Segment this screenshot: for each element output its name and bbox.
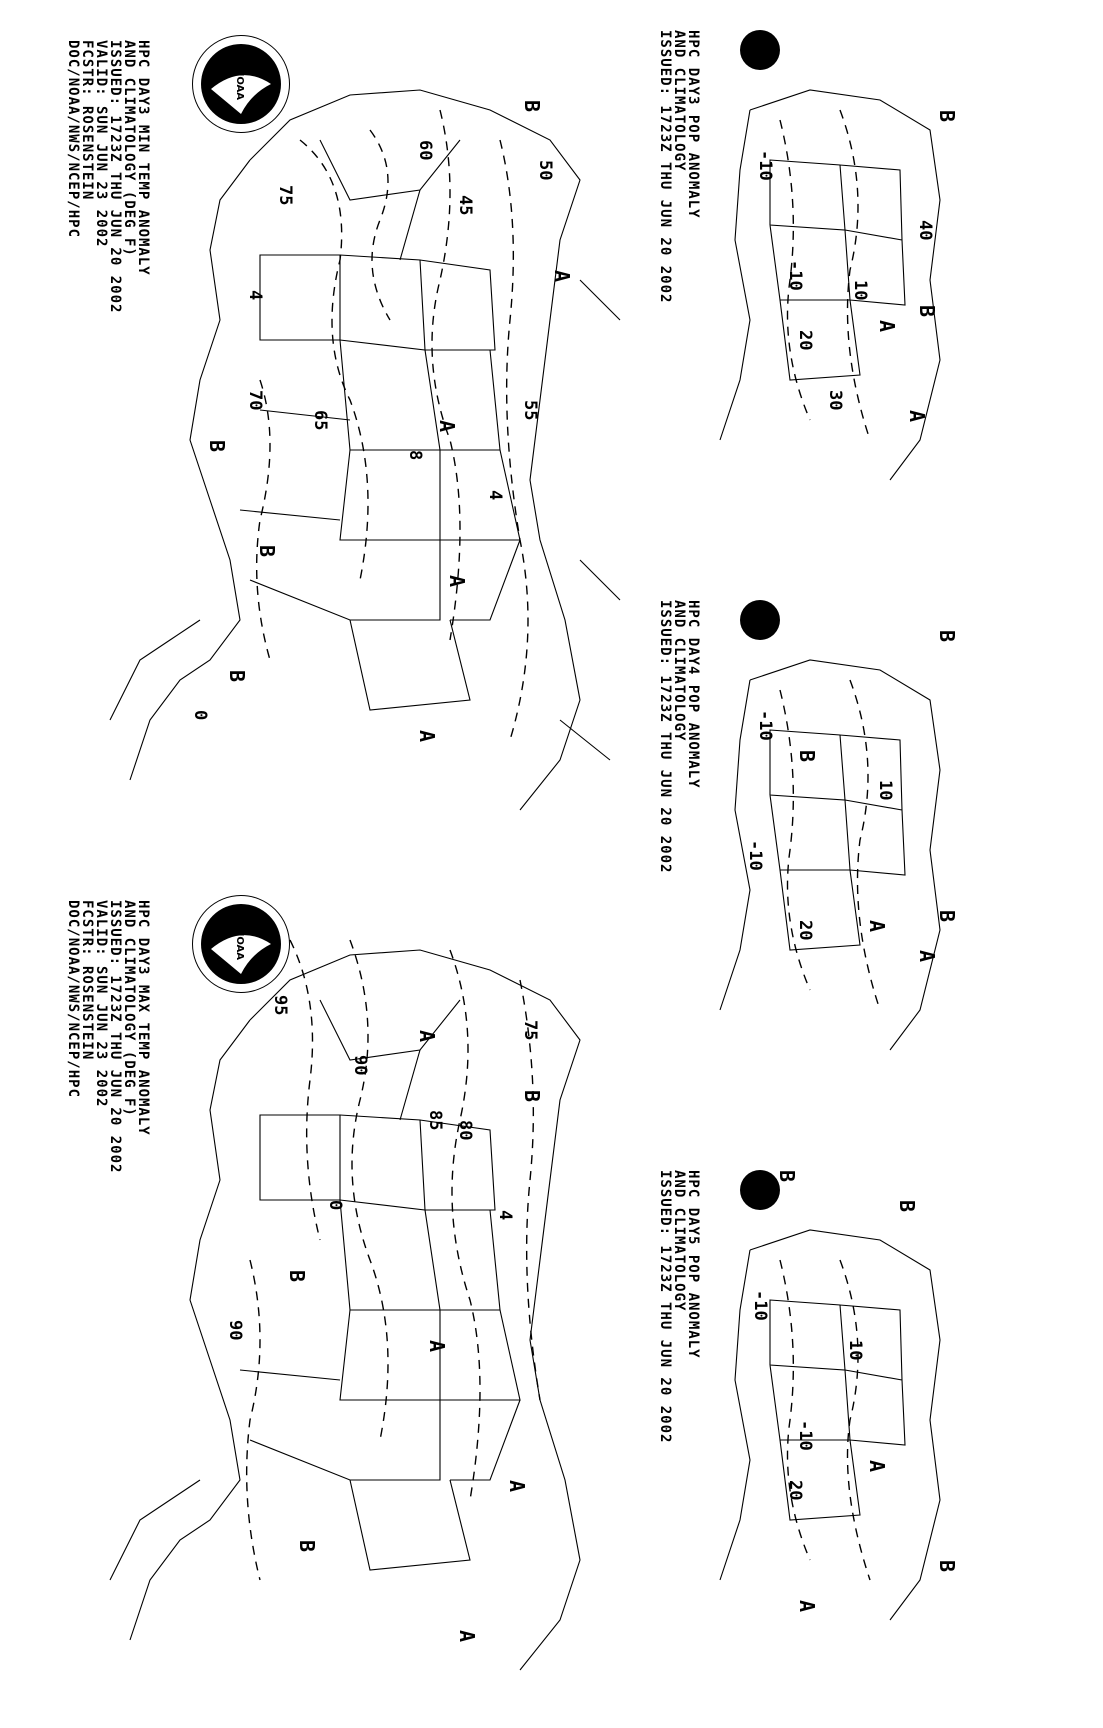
- high-marker: A: [875, 320, 899, 333]
- contour-label: 95: [270, 995, 290, 1016]
- day3-pop-subtitle: AND CLIMATOLOGY: [671, 30, 687, 172]
- contour-label: 8: [405, 450, 425, 461]
- min-temp-panel: [20, 20, 630, 860]
- high-marker: A: [795, 1600, 819, 1613]
- noaa-logo-text: NOAA: [234, 67, 245, 101]
- contour-label: 10: [875, 780, 895, 801]
- day5-pop-subtitle: AND CLIMATOLOGY: [671, 1170, 687, 1312]
- contour-label: 70: [245, 390, 265, 411]
- noaa-logo-text: NOAA: [234, 927, 245, 961]
- low-marker: B: [935, 630, 959, 643]
- max-temp-panel: [20, 880, 630, 1720]
- contour-label: 0: [325, 1200, 345, 1211]
- high-marker: A: [550, 270, 574, 283]
- low-marker: B: [795, 750, 819, 763]
- max-temp-title: HPC DAY3 MAX TEMP ANOMALY: [135, 900, 151, 1136]
- contour-label: -10: [785, 260, 805, 291]
- min-temp-doc: DOC/NOAA/NWS/NCEP/HPC: [65, 40, 81, 239]
- high-marker: A: [415, 730, 439, 743]
- contour-label: 80: [455, 1120, 475, 1141]
- high-marker: A: [445, 575, 469, 588]
- day3-pop-issued: ISSUED: 1723Z THU JUN 20 2002: [657, 30, 673, 304]
- contour-label: 75: [520, 1020, 540, 1041]
- day5-pop-title: HPC DAY5 POP ANOMALY: [685, 1170, 701, 1359]
- high-marker: A: [415, 1030, 439, 1043]
- contour-label: 20: [785, 1480, 805, 1501]
- contour-label: 40: [915, 220, 935, 241]
- high-marker: A: [865, 1460, 889, 1473]
- contour-label: 30: [825, 390, 845, 411]
- low-marker: B: [935, 110, 959, 123]
- high-marker: A: [425, 1340, 449, 1353]
- contour-label: 45: [455, 195, 475, 216]
- high-marker: A: [435, 420, 459, 433]
- high-marker: A: [505, 1480, 529, 1493]
- min-temp-valid: VALID: SUN JUN 23 2002: [93, 40, 109, 248]
- min-temp-issued: ISSUED: 1723Z THU JUN 20 2002: [107, 40, 123, 314]
- contour-label: 20: [795, 920, 815, 941]
- contour-label: 4: [485, 490, 505, 501]
- contour-label: 10: [845, 1340, 865, 1361]
- contour-label: -10: [750, 1290, 770, 1321]
- contour-label: -10: [755, 150, 775, 181]
- low-marker: B: [915, 305, 939, 318]
- high-marker: A: [865, 920, 889, 933]
- contour-label: 0: [190, 710, 210, 721]
- low-marker: B: [895, 1200, 919, 1213]
- max-temp-forecaster: FCSTR: ROSENSTEIN: [79, 900, 95, 1061]
- low-marker: B: [520, 1090, 544, 1103]
- day4-pop-issued: ISSUED: 1723Z THU JUN 20 2002: [657, 600, 673, 874]
- contour-label: -10: [745, 840, 765, 871]
- max-temp-doc: DOC/NOAA/NWS/NCEP/HPC: [65, 900, 81, 1099]
- contour-label: 60: [415, 140, 435, 161]
- low-marker: B: [935, 1560, 959, 1573]
- contour-label: 90: [225, 1320, 245, 1341]
- low-marker: B: [225, 670, 249, 683]
- contour-label: 55: [520, 400, 540, 421]
- contour-label: -10: [755, 710, 775, 741]
- high-marker: A: [455, 1630, 479, 1643]
- day4-pop-panel: [640, 590, 990, 1070]
- contour-label: 20: [795, 330, 815, 351]
- low-marker: B: [205, 440, 229, 453]
- low-marker: B: [935, 910, 959, 923]
- contour-label: 75: [275, 185, 295, 206]
- low-marker: B: [295, 1540, 319, 1553]
- day5-pop-panel: [640, 1160, 990, 1640]
- low-marker: B: [775, 1170, 799, 1183]
- day4-pop-title: HPC DAY4 POP ANOMALY: [685, 600, 701, 789]
- contour-label: 65: [310, 410, 330, 431]
- contour-label: 10: [850, 280, 870, 301]
- min-temp-subtitle: AND CLIMATOLOGY (DEG F): [121, 40, 137, 257]
- low-marker: B: [255, 545, 279, 558]
- max-temp-issued: ISSUED: 1723Z THU JUN 20 2002: [107, 900, 123, 1174]
- contour-label: 4: [495, 1210, 515, 1221]
- day5-pop-issued: ISSUED: 1723Z THU JUN 20 2002: [657, 1170, 673, 1444]
- day3-pop-title: HPC DAY3 POP ANOMALY: [685, 30, 701, 219]
- max-temp-subtitle: AND CLIMATOLOGY (DEG F): [121, 900, 137, 1117]
- min-temp-forecaster: FCSTR: ROSENSTEIN: [79, 40, 95, 201]
- contour-label: 50: [535, 160, 555, 181]
- low-marker: B: [285, 1270, 309, 1283]
- max-temp-valid: VALID: SUN JUN 23 2002: [93, 900, 109, 1108]
- high-marker: A: [905, 410, 929, 423]
- contour-label: -10: [795, 1420, 815, 1451]
- contour-label: 4: [245, 290, 265, 301]
- day4-pop-subtitle: AND CLIMATOLOGY: [671, 600, 687, 742]
- contour-label: 85: [425, 1110, 445, 1131]
- contour-label: 90: [350, 1055, 370, 1076]
- low-marker: B: [520, 100, 544, 113]
- day3-pop-panel: [640, 20, 990, 500]
- min-temp-title: HPC DAY3 MIN TEMP ANOMALY: [135, 40, 151, 276]
- high-marker: A: [915, 950, 939, 963]
